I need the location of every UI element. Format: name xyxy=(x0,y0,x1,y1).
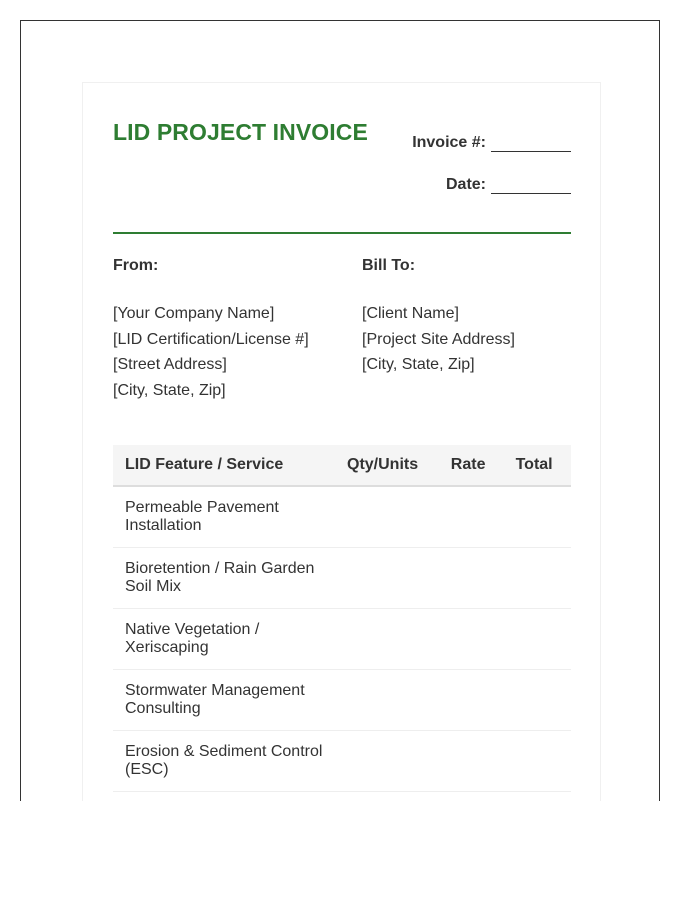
from-heading: From: xyxy=(113,257,159,274)
column-header-rate: Rate xyxy=(439,445,504,486)
document-frame xyxy=(20,20,660,801)
service-cell: Permeable Pavement Installation xyxy=(113,486,347,548)
qty-cell xyxy=(347,609,439,670)
total-cell xyxy=(504,731,571,792)
total-cell xyxy=(504,548,571,609)
table-row xyxy=(113,486,571,548)
rate-cell xyxy=(439,486,504,548)
service-cell: Bioretention / Rain Garden Soil Mix xyxy=(113,548,347,609)
table-row xyxy=(113,548,571,609)
total-cell xyxy=(504,486,571,548)
invoice-number-row xyxy=(412,134,571,152)
invoice-date-label: Date: xyxy=(445,176,486,193)
rate-cell xyxy=(439,609,504,670)
total-cell xyxy=(504,670,571,731)
qty-cell xyxy=(347,486,439,548)
invoice-page xyxy=(82,82,601,801)
from-line: [Your Company Name] xyxy=(113,305,275,322)
rate-cell xyxy=(439,670,504,731)
invoice-number-label: Invoice #: xyxy=(412,134,486,151)
from-line: [LID Certification/License #] xyxy=(113,330,309,348)
bill-to-heading: Bill To: xyxy=(362,257,416,274)
bill-to-line: [City, State, Zip] xyxy=(362,356,475,373)
rate-cell xyxy=(439,548,504,609)
from-line: [City, State, Zip] xyxy=(113,381,226,399)
line-items-table xyxy=(113,445,571,792)
service-cell: Erosion & Sediment Control (ESC) xyxy=(113,731,347,792)
table-row xyxy=(113,731,571,792)
table-row xyxy=(113,609,571,670)
invoice-date-blank xyxy=(491,179,571,194)
invoice-date-row xyxy=(446,176,571,194)
invoice-title: LID PROJECT INVOICE xyxy=(113,119,368,145)
qty-cell xyxy=(347,548,439,609)
from-section xyxy=(113,257,333,403)
bill-to-line: [Project Site Address] xyxy=(362,330,515,348)
total-cell xyxy=(504,609,571,670)
from-line: [Street Address] xyxy=(113,356,227,373)
qty-cell xyxy=(347,731,439,792)
bill-to-section xyxy=(362,257,582,378)
service-cell: Stormwater Management Consulting xyxy=(113,670,347,731)
table-header-row xyxy=(113,445,571,486)
column-header-qty: Qty/Units xyxy=(347,445,439,486)
column-header-service: LID Feature / Service xyxy=(113,445,347,486)
table-row xyxy=(113,670,571,731)
service-cell: Native Vegetation / Xeriscaping xyxy=(113,609,347,670)
invoice-number-blank xyxy=(491,137,571,152)
bill-to-line: [Client Name] xyxy=(362,305,459,322)
column-header-total: Total xyxy=(504,445,571,486)
rate-cell xyxy=(439,731,504,792)
qty-cell xyxy=(347,670,439,731)
header-divider xyxy=(113,232,571,234)
